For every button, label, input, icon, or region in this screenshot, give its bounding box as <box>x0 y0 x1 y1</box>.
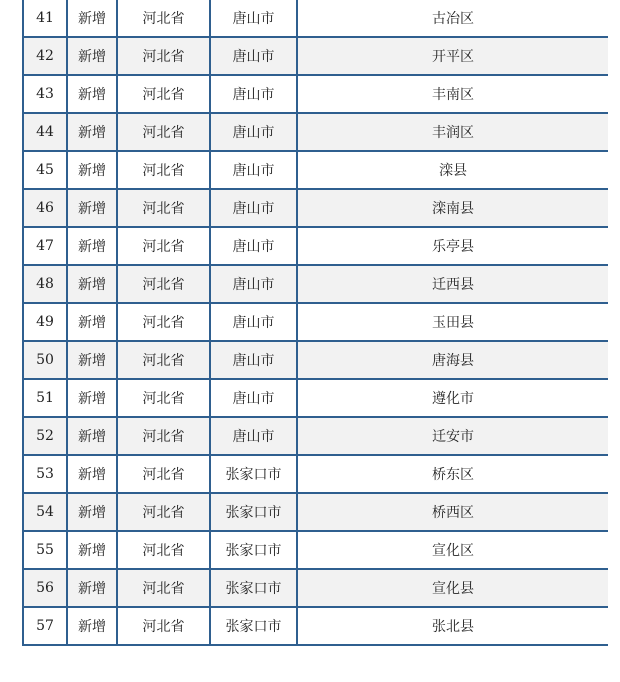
region-table-container <box>22 0 608 682</box>
row-province: 河北省 <box>117 75 210 113</box>
table-row <box>23 37 608 75</box>
row-action: 新增 <box>67 379 117 417</box>
table-row <box>23 151 608 189</box>
row-district: 唐海县 <box>297 341 608 379</box>
row-district: 遵化市 <box>297 379 608 417</box>
row-action: 新增 <box>67 265 117 303</box>
row-index: 42 <box>23 37 67 75</box>
row-province: 河北省 <box>117 265 210 303</box>
row-district: 丰南区 <box>297 75 608 113</box>
row-action: 新增 <box>67 189 117 227</box>
row-province: 河北省 <box>117 303 210 341</box>
row-city: 张家口市 <box>210 493 297 531</box>
row-city: 唐山市 <box>210 189 297 227</box>
row-province: 河北省 <box>117 113 210 151</box>
row-district: 迁西县 <box>297 265 608 303</box>
row-district: 滦县 <box>297 151 608 189</box>
row-district: 迁安市 <box>297 417 608 455</box>
row-province: 河北省 <box>117 227 210 265</box>
row-index: 51 <box>23 379 67 417</box>
row-province: 河北省 <box>117 607 210 645</box>
row-index: 57 <box>23 607 67 645</box>
row-action: 新增 <box>67 569 117 607</box>
row-province: 河北省 <box>117 189 210 227</box>
row-district: 玉田县 <box>297 303 608 341</box>
row-city: 张家口市 <box>210 531 297 569</box>
row-province: 河北省 <box>117 531 210 569</box>
table-row <box>23 607 608 645</box>
row-province: 河北省 <box>117 341 210 379</box>
row-district: 张北县 <box>297 607 608 645</box>
table-row <box>23 379 608 417</box>
row-city: 唐山市 <box>210 379 297 417</box>
row-action: 新增 <box>67 607 117 645</box>
row-action: 新增 <box>67 113 117 151</box>
row-action: 新增 <box>67 531 117 569</box>
row-index: 56 <box>23 569 67 607</box>
row-action: 新增 <box>67 227 117 265</box>
row-city: 唐山市 <box>210 227 297 265</box>
row-city: 唐山市 <box>210 151 297 189</box>
row-city: 张家口市 <box>210 569 297 607</box>
row-province: 河北省 <box>117 417 210 455</box>
row-city: 唐山市 <box>210 0 297 37</box>
row-province: 河北省 <box>117 37 210 75</box>
row-province: 河北省 <box>117 0 210 37</box>
row-index: 52 <box>23 417 67 455</box>
row-action: 新增 <box>67 37 117 75</box>
row-city: 唐山市 <box>210 75 297 113</box>
table-row <box>23 493 608 531</box>
row-city: 张家口市 <box>210 455 297 493</box>
row-district: 桥东区 <box>297 455 608 493</box>
row-index: 50 <box>23 341 67 379</box>
row-city: 唐山市 <box>210 265 297 303</box>
row-index: 55 <box>23 531 67 569</box>
row-city: 张家口市 <box>210 607 297 645</box>
table-row <box>23 189 608 227</box>
row-district: 开平区 <box>297 37 608 75</box>
row-index: 47 <box>23 227 67 265</box>
table-row <box>23 303 608 341</box>
table-row <box>23 417 608 455</box>
table-body <box>23 0 608 645</box>
row-city: 唐山市 <box>210 417 297 455</box>
row-district: 古冶区 <box>297 0 608 37</box>
table-row <box>23 265 608 303</box>
row-city: 唐山市 <box>210 341 297 379</box>
row-province: 河北省 <box>117 455 210 493</box>
row-index: 48 <box>23 265 67 303</box>
table-row <box>23 0 608 37</box>
row-city: 唐山市 <box>210 113 297 151</box>
row-action: 新增 <box>67 341 117 379</box>
row-index: 46 <box>23 189 67 227</box>
table-row <box>23 75 608 113</box>
row-district: 滦南县 <box>297 189 608 227</box>
row-district: 宣化县 <box>297 569 608 607</box>
row-index: 44 <box>23 113 67 151</box>
table-row <box>23 341 608 379</box>
row-city: 唐山市 <box>210 37 297 75</box>
row-action: 新增 <box>67 493 117 531</box>
region-table <box>22 0 608 646</box>
row-action: 新增 <box>67 417 117 455</box>
row-action: 新增 <box>67 151 117 189</box>
table-row <box>23 113 608 151</box>
row-index: 41 <box>23 0 67 37</box>
row-district: 乐亭县 <box>297 227 608 265</box>
row-action: 新增 <box>67 0 117 37</box>
row-province: 河北省 <box>117 493 210 531</box>
row-district: 桥西区 <box>297 493 608 531</box>
row-index: 45 <box>23 151 67 189</box>
row-index: 53 <box>23 455 67 493</box>
table-row <box>23 455 608 493</box>
row-action: 新增 <box>67 75 117 113</box>
row-district: 宣化区 <box>297 531 608 569</box>
row-index: 43 <box>23 75 67 113</box>
row-index: 54 <box>23 493 67 531</box>
row-province: 河北省 <box>117 151 210 189</box>
row-action: 新增 <box>67 455 117 493</box>
table-row <box>23 531 608 569</box>
row-city: 唐山市 <box>210 303 297 341</box>
row-district: 丰润区 <box>297 113 608 151</box>
table-row <box>23 569 608 607</box>
row-province: 河北省 <box>117 379 210 417</box>
table-row <box>23 227 608 265</box>
row-index: 49 <box>23 303 67 341</box>
row-action: 新增 <box>67 303 117 341</box>
row-province: 河北省 <box>117 569 210 607</box>
